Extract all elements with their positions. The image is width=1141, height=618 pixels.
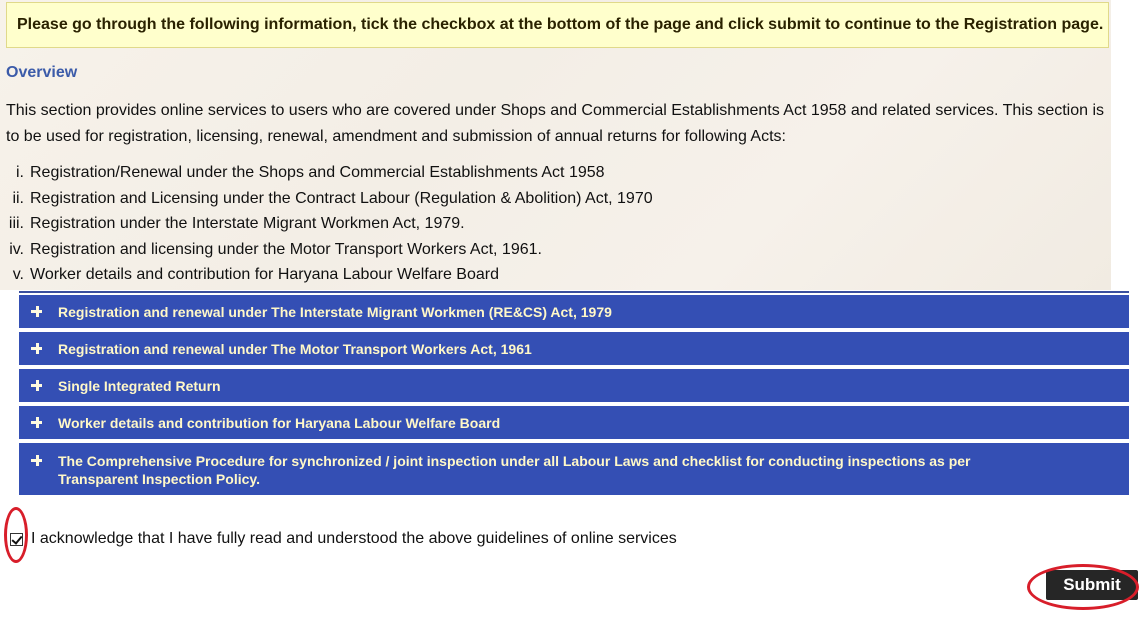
accordion-item-label: Registration and renewal under The Interstate Migrant Workmen (RE&CS) Act, 1979 [58,303,612,320]
act-text: Registration and licensing under the Motor Transport Workers Act, 1961. [30,240,542,258]
acts-list [6,160,653,288]
instruction-notice-text: Please go through the following information, tick the checkbox at the bottom of the page and click submit to continue to the Registration page. [17,16,1104,33]
overview-heading: Overview [6,64,78,81]
submit-button[interactable]: Submit [1046,570,1138,600]
accordion-item-label: Single Integrated Return [58,377,221,394]
act-number: i. [16,164,24,181]
act-number: iii. [8,215,24,232]
accordion-item-motor-transport[interactable] [19,332,1129,365]
acknowledge-label: I acknowledge that I have fully read and understood the above guidelines of online services [31,530,677,547]
plus-icon [31,454,45,468]
act-item [6,262,653,288]
intro-line-1: This section provides online services to users who are covered under Shops and Commercial Establishments Act 1958 and related services. This section is [6,102,1105,119]
accordion [19,295,1129,499]
act-item [6,211,653,237]
instruction-notice [6,2,1109,48]
accordion-item-label: Worker details and contribution for Haryana Labour Welfare Board [58,414,501,431]
intro-paragraph [6,98,1116,150]
accordion-item-single-integrated-return[interactable] [19,369,1129,402]
act-item [6,186,653,212]
intro-line-2: to be used for registration, licensing, renewal, amendment and submission of annual returns for following Acts: [6,128,786,145]
plus-icon [31,379,45,393]
act-text: Registration and Licensing under the Contract Labour (Regulation & Abolition) Act, 1970 [30,189,653,207]
plus-icon [31,416,45,430]
accordion-item-label: Registration and renewal under The Motor Transport Workers Act, 1961 [58,340,532,357]
act-number: v. [12,266,24,283]
plus-icon [31,342,45,356]
act-text: Registration under the Interstate Migrant Workmen Act, 1979. [30,215,465,232]
act-number: iv. [9,240,24,258]
plus-icon [31,305,45,319]
act-number: ii. [12,189,24,207]
act-item [6,237,653,263]
act-text: Worker details and contribution for Haryana Labour Welfare Board [30,266,499,283]
accordion-item-inspection-procedure[interactable] [19,443,1129,495]
acknowledge-row [10,530,677,548]
checkbox-highlight-ring [4,507,28,563]
act-item [6,160,653,186]
accordion-item-interstate-migrant[interactable] [19,295,1129,328]
accordion-item-labour-welfare-board[interactable] [19,406,1129,439]
submit-highlight-ring [1027,564,1139,610]
accordion-item-label: The Comprehensive Procedure for synchronized / joint inspection under all Labour Laws and checklist for conducting inspections as per Transparent Inspection Policy. [58,453,971,487]
divider [19,291,1129,293]
act-text: Registration/Renewal under the Shops and Commercial Establishments Act 1958 [30,164,605,181]
